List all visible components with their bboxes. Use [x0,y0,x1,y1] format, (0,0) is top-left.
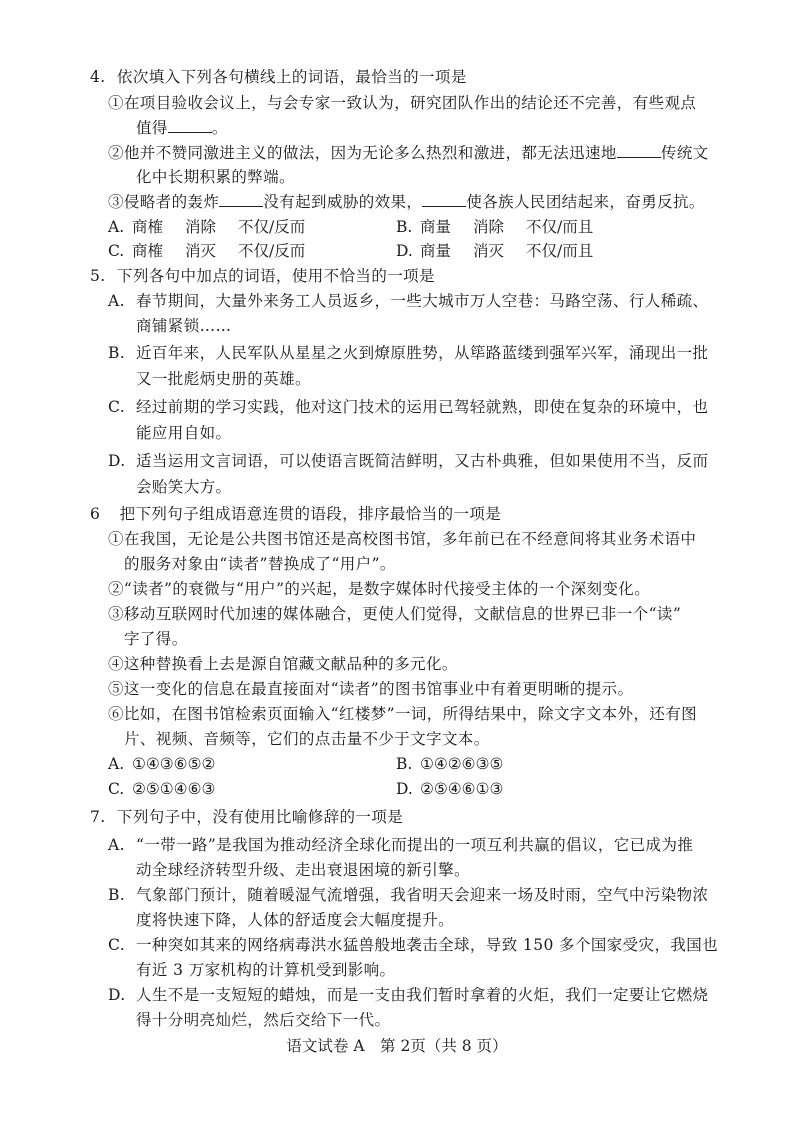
q6-sentence-1-cont: 的服务对象由“读者”替换成了“用户”。 [124,555,396,573]
q4-option-c[interactable]: C. 商榷 消灭 不仅/反而 [108,242,306,260]
q6-option-b[interactable]: B. ①④②⑥③⑤ [396,755,504,773]
q5-option-d[interactable]: D. 适当运用文言词语，可以使语言既简洁鲜明，又古朴典雅，但如果使用不当，反而 [108,452,709,470]
q7-number: 7. [90,808,106,826]
fill-blank [219,192,263,207]
q7-option-a[interactable]: A. “一带一路”是我国为推动经济全球化而提出的一项互利共赢的倡议，它已成为推 [108,836,694,854]
q5-stem: 5. 下列各句中加点的词语，使用不恰当的一项是 [90,267,435,285]
q5-option-d-cont: 会贻笑大方。 [136,478,232,496]
q4-sentence-2: ②他并不赞同激进主义的做法，因为无论多么热烈和激进，都无法迅速地 传统文 [108,144,709,162]
q6-number: 6 [90,505,101,523]
q7-option-b-cont: 度将快速下降，人体的舒适度会大幅度提升。 [136,911,455,929]
q6-sentence-5: ⑤这一变化的信息在最直接面对“读者”的图书馆事业中有着更明晰的提示。 [108,680,634,698]
page-footer: 语文试卷 A 第 2页（共 8 页） [286,1037,508,1055]
q6-sentence-6-cont: 片、视频、音频等，它们的点击量不少于文字文本。 [124,730,490,748]
q6-option-a[interactable]: A. ①④③⑥⑤② [108,755,216,773]
q4-option-a[interactable]: A. 商榷 消除 不仅/反而 [108,218,306,236]
q5-number: 5. [90,267,106,285]
q5-option-a-cont: 商铺紧锁…… [136,317,232,335]
q4-sentence-2-cont: 化中长期积累的弊端。 [136,168,296,186]
q6-option-c[interactable]: C. ②⑤①④⑥③ [108,780,216,798]
q7-option-d-cont: 得十分明亮灿烂，然后交给下一代。 [136,1011,391,1029]
q4-sentence-1: ①在项目验收会议上，与会专家一致认为，研究团队作出的结论还不完善，有些观点 [108,94,697,112]
fill-blank [422,192,466,207]
q4-number: 4. [90,68,106,86]
q5-option-c[interactable]: C. 经过前期的学习实践，他对这门技术的运用已驾轻就熟，即使在复杂的环境中，也 [108,398,709,416]
q4-sentence-1-cont: 值得 。 [136,119,228,137]
q5-option-a[interactable]: A. 春节期间，大量外来务工人员返乡，一些大城市万人空巷：马路空荡、行人稀疏、 [108,292,709,310]
q6-option-d[interactable]: D. ②⑤④⑥①③ [396,780,504,798]
q5-option-b-cont: 又一批彪炳史册的英雄。 [136,370,311,388]
q4-option-b[interactable]: B. 商量 消除 不仅/而且 [396,218,594,236]
q7-option-c[interactable]: C. 一种突如其来的网络病毒洪水猛兽般地袭击全球，导致 150 多个国家受灾，我国也 [108,936,719,954]
q4-sentence-3: ③侵略者的轰炸 没有起到威胁的效果， 使各族人民团结起来，奋勇反抗。 [108,193,705,211]
q7-option-b[interactable]: B. 气象部门预计，随着暖湿气流增强，我省明天会迎来一场及时雨，空气中污染物浓 [108,886,709,904]
q6-sentence-3-cont: 字了得。 [124,630,188,648]
q7-option-c-cont: 有近 3 万家机构的计算机受到影响。 [136,961,396,979]
fill-blank [168,118,212,133]
q6-sentence-1: ①在我国，无论是公共图书馆还是高校图书馆，多年前已在不经意间将其业务术语中 [108,530,697,548]
q6-sentence-6: ⑥比如，在图书馆检索页面输入“红楼梦”一词，所得结果中，除文字文本外，还有图 [108,705,698,723]
q6-sentence-2: ②“读者”的衰微与“用户”的兴起，是数字媒体时代接受主体的一个深刻变化。 [108,580,651,598]
q7-stem: 7. 下列句子中，没有使用比喻修辞的一项是 [90,808,404,826]
q5-option-b[interactable]: B. 近百年来，人民军队从星星之火到燎原胜势，从筚路蓝缕到强军兴军，涌现出一批 [108,344,709,362]
q6-stem: 6 把下列句子组成语意连贯的语段，排序最恰当的一项是 [90,505,502,523]
q5-option-c-cont: 能应用自如。 [136,424,232,442]
q4-option-d[interactable]: D. 商量 消灭 不仅/而且 [396,242,594,260]
fill-blank [617,143,661,158]
q4-stem: 4. 依次填入下列各句横线上的词语，最恰当的一项是 [90,68,467,86]
q7-option-a-cont: 动全球经济转型升级、走出衰退困境的新引擎。 [136,861,470,879]
q6-sentence-3: ③移动互联网时代加速的媒体融合，更使人们觉得，文献信息的世界已非一个“读” [108,605,682,623]
q6-sentence-4: ④这种替换看上去是源自馆藏文献品种的多元化。 [108,655,458,673]
q7-option-d[interactable]: D. 人生不是一支短短的蜡烛，而是一支由我们暂时拿着的火炬，我们一定要让它燃烧 [108,986,709,1004]
